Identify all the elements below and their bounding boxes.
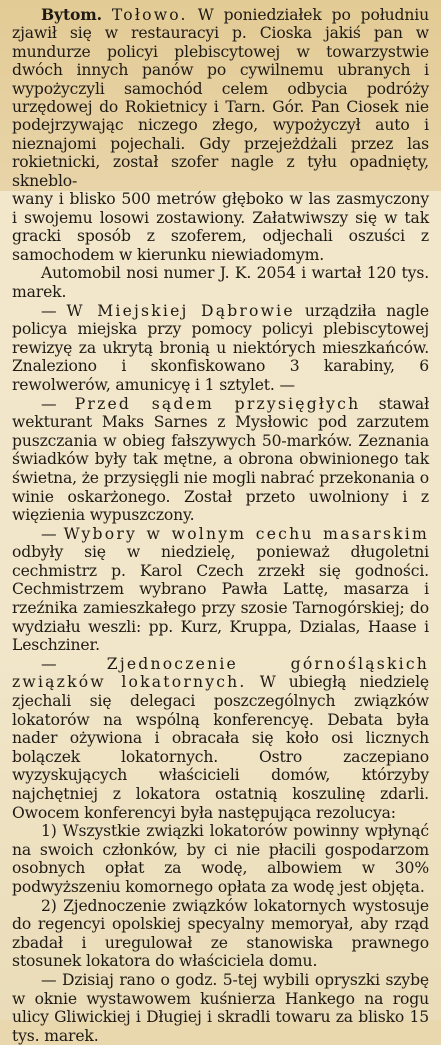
spaced-heading: Przed sądem przysięgłych (74, 394, 361, 413)
article-paragraph (12, 264, 429, 301)
paragraph-text: W poniedziałek po południu zjawił się w restauracyi p. Cioska jakiś pan w mundurze policyi plebiscytowej w towarzystwie dwóch innych panów po cywilnemu ubranych i wypożyczyli samochód celem odbycia podróży urzędowej do Rokietnicy i Tarn. Gór. Pan Ciosek nie podejrzywając niczego złego, wypożyczył auto i nieznajomi pojechali. Gdy przejeżdżali przez las rokietnicki, został szofer nagle z tyłu opadnięty, skneblo- (12, 6, 430, 190)
paragraph-text: odbyły się w niedzielę, ponieważ długoletni cechmistrz p. Karol Czech zrzekł się godności. Cechmistrzem wybrano Pawła Lattę, masarza i rzeźnika zamieszkałego przy szosie Tarnogórskiej; do wydziału weszli: pp. Kurz, Kruppa, Dzialas, Haase i Leschziner. (12, 543, 429, 655)
paragraph-prefix: — (41, 301, 67, 320)
spaced-heading: Wybory w wolnym cechu masarskim (63, 524, 429, 543)
paragraph-text: wany i blisko 500 metrów głęboko w las zasmyczony i swojemu losowi zostawiony. Załatwiwszy się w tak gracki sposób z szoferem, odjechali oszuści z samochodem w kierunku niewiadomym. (12, 190, 429, 264)
paragraph-text: 1) Wszystkie związki lokatorów powinny wpłynąć na swoich członków, by ci nie płacili gospodarzom osobnych opłat za wodę, albowiem w 30% podwyższeniu komornego opłata za wodę jest objęta. (12, 822, 429, 896)
paragraph-text: Automobil nosi numer J. K. 2054 i wartał 120 tys. marek. (12, 264, 429, 301)
article-paragraph (12, 302, 429, 395)
article-paragraph (12, 525, 429, 655)
paragraph-text: W ubiegłą niedzielę zjechali się delegaci poszczególnych związków lokatorów na wspólną konferencyę. Debata była nader ożywiona i obracała się koło osi licznych bolączek lokatornych. Ostro zaczepiano wyzyskujących właścicieli domów, którzyby najchętniej z lokatora ostatnią koszulinę zdarli. Owocem konferencyi była następująca rezolucya: (12, 673, 429, 822)
paragraph-text: — Dzisiaj rano o godz. 5-tej wybili opryszki szybę w oknie wystawowem kuśnierza Hankego na rogu ulicy Gliwickiej i Długiej i skradli towaru za blisko 15 tys. marek. (12, 970, 429, 1045)
paragraph-prefix: — (41, 524, 64, 543)
article-paragraph (12, 655, 429, 822)
article-paragraph (12, 822, 429, 896)
article-paragraph (12, 190, 429, 264)
article-paragraph (12, 971, 429, 1045)
spaced-heading: Zjednoczenie górnośląskich związków lokatornych. (12, 654, 429, 692)
paragraph-text: 2) Zjednoczenie związków lokatornych wystosuje do regencyi opolskiej specyalny memoryał, aby rząd zbadał i uregulował ze stanowiska prawnego stosunek lokatora do właściciela domu. (12, 896, 429, 971)
spaced-heading: W Miejskiej Dąbrowie (66, 301, 295, 320)
place-name: Tołowo. (111, 6, 188, 24)
article-paragraph (12, 395, 429, 525)
article-paragraph (12, 897, 429, 971)
bottom-article-text (12, 190, 429, 1045)
top-article-text (12, 6, 429, 190)
article-title: Bytom. (41, 5, 102, 24)
paragraph-text: urządziła nagle policya miejska przy pomocy policyi plebiscytowej rewizyę za ukrytą bronią u niektórych mieszkańców. Znaleziono i skonfiskowano 3 karabiny, 6 rewolwerów, amunicyę i 1 sztylet. — (12, 301, 429, 394)
paragraph-prefix: — (41, 394, 75, 413)
article-paragraph (12, 6, 429, 190)
paragraph-prefix: — (41, 654, 107, 673)
paragraph-text: stawał wekturant Maks Sarnes z Mysłowic pod zarzutem puszczania w obieg fałszywych 50-marków. Zeznania świadków były tak mętne, a obrona obwinionego tak świetna, że przysięgli nie mogli nabrać przekonania o winie oskarżonego. Został przeto uwolniony i z więzienia wypuszczony. (12, 394, 429, 525)
